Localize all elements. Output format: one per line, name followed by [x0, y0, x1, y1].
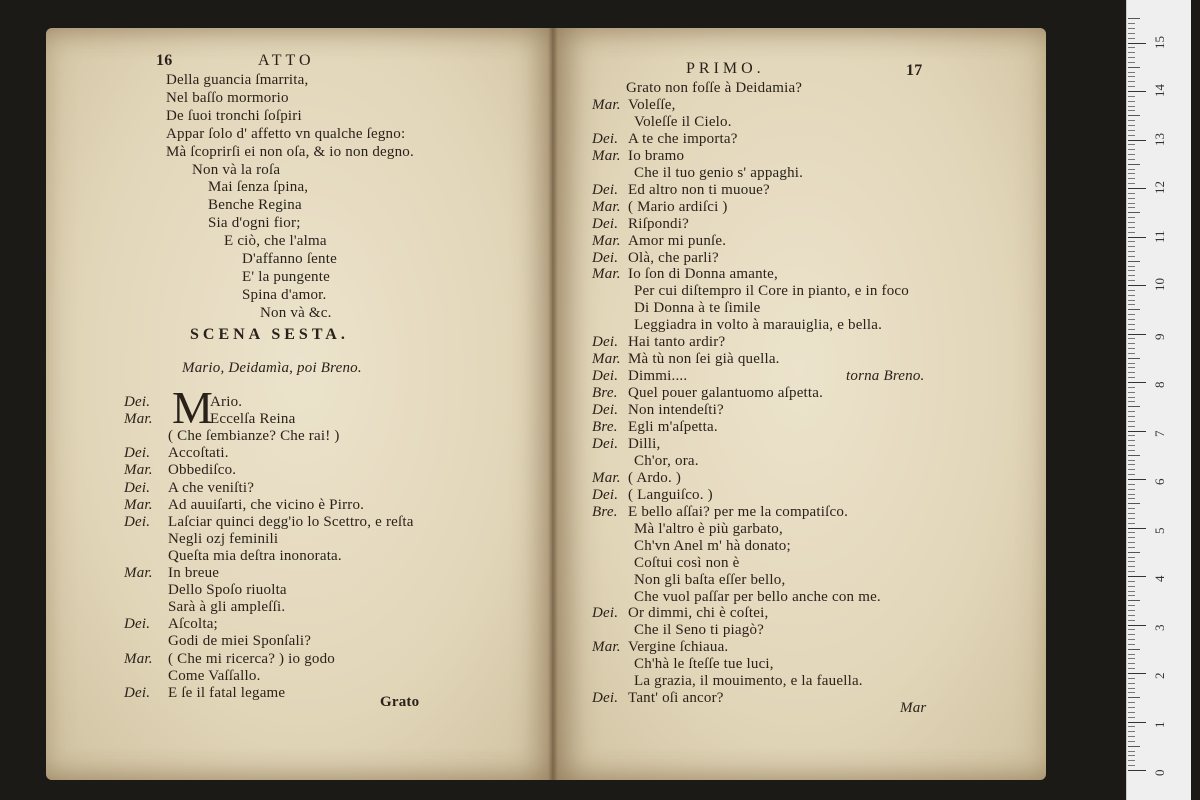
- verse-line: Sia d'ogni fior;: [208, 215, 301, 232]
- ruler-tick: [1128, 426, 1135, 427]
- ruler-tick: [1128, 329, 1135, 330]
- ruler-tick: [1128, 227, 1135, 228]
- verse-line: D'affanno ſente: [242, 251, 337, 267]
- ruler-tick: [1128, 658, 1135, 659]
- ruler-tick: [1128, 38, 1135, 39]
- ruler-tick: [1128, 125, 1135, 126]
- ruler-tick: [1128, 591, 1135, 592]
- speaker-label: Dei.: [124, 479, 151, 496]
- ruler-tick: [1128, 731, 1135, 732]
- measuring-ruler: [1126, 0, 1191, 800]
- speaker-label: Mar.: [592, 96, 621, 113]
- ruler-tick: [1128, 212, 1140, 213]
- ruler-tick: [1128, 91, 1146, 92]
- dialogue-line: Obbediſco.: [168, 462, 237, 479]
- ruler-tick: [1128, 416, 1135, 417]
- ruler-tick: [1128, 518, 1135, 519]
- dialogue-line: Aſcolta;: [168, 616, 218, 633]
- ruler-tick: [1128, 18, 1140, 19]
- ruler-tick: [1128, 586, 1135, 587]
- dialogue-line: E bello aſſai? per me la compatiſco.: [628, 503, 849, 520]
- ruler-tick: [1128, 188, 1146, 189]
- ruler-tick: [1128, 300, 1135, 301]
- ruler-number: 2: [1152, 672, 1167, 679]
- ruler-tick: [1128, 164, 1140, 165]
- ruler-tick: [1128, 474, 1135, 475]
- stage-direction: torna Breno.: [846, 368, 925, 384]
- speaker-label: Dei.: [592, 486, 619, 503]
- ruler-tick: [1128, 503, 1140, 504]
- ruler-tick: [1128, 178, 1135, 179]
- ruler-tick: [1128, 736, 1135, 737]
- speaker-label: Mar.: [592, 469, 621, 486]
- ruler-tick: [1128, 363, 1135, 364]
- speaker-label: Bre.: [592, 385, 618, 402]
- ruler-tick: [1128, 435, 1135, 436]
- ruler-tick: [1128, 343, 1135, 344]
- ruler-number: 13: [1152, 132, 1167, 146]
- dialogue-line: E ſe il fatal legame: [168, 684, 286, 701]
- ruler-tick: [1128, 702, 1135, 703]
- ruler-tick: [1128, 484, 1135, 485]
- ruler-tick: [1128, 542, 1135, 543]
- ruler-tick: [1128, 765, 1135, 766]
- ruler-tick: [1128, 304, 1135, 305]
- dialogue-line: Dilli,: [628, 435, 661, 452]
- speaker-label: Dei.: [124, 684, 151, 701]
- ruler-tick: [1128, 688, 1135, 689]
- running-head: PRIMO.: [686, 60, 765, 77]
- ruler-tick: [1128, 314, 1135, 315]
- ruler-tick: [1128, 668, 1135, 669]
- ruler-tick: [1128, 169, 1135, 170]
- speaker-label: Dei.: [124, 616, 151, 633]
- dialogue-line: Mà l'altro è più garbato,: [634, 520, 783, 537]
- dialogue-line: Sarà à gli ampleſſi.: [168, 599, 286, 616]
- ruler-tick: [1128, 144, 1135, 145]
- ruler-tick: [1128, 101, 1135, 102]
- ruler-tick: [1128, 275, 1135, 276]
- dialogue-line: Ad auuiſarti, che vicino è Pirro.: [168, 496, 365, 513]
- verse-line: Non và la roſa: [192, 161, 281, 178]
- dialogue-line: ( Che mi ricerca? ) io godo: [168, 650, 336, 667]
- dialogue-line: Ch'or, ora.: [634, 452, 699, 469]
- verse-line: E ciò, che l'alma: [224, 233, 327, 250]
- ruler-tick: [1128, 319, 1135, 320]
- dialogue-line: Non gli baſta eſſer bello,: [634, 571, 786, 588]
- speaker-label: Dei.: [592, 181, 619, 198]
- verse-line: Non và &c.: [260, 304, 332, 321]
- ruler-tick: [1128, 261, 1140, 262]
- ruler-tick: [1128, 692, 1135, 693]
- ruler-tick: [1128, 159, 1135, 160]
- speaker-label: Mar.: [124, 496, 153, 513]
- ruler-tick: [1128, 615, 1135, 616]
- ruler-number: 7: [1152, 430, 1167, 437]
- ruler-tick: [1128, 183, 1135, 184]
- ruler-tick: [1128, 251, 1135, 252]
- dialogue-line: Vergine ſchiaua.: [628, 639, 729, 656]
- ruler-tick: [1128, 207, 1135, 208]
- dialogue-line: Che vuol paſſar per bello anche con me.: [634, 588, 881, 605]
- speaker-label: Mar.: [592, 232, 621, 249]
- ruler-tick: [1128, 72, 1135, 73]
- dialogue-line: Hai tanto ardir?: [628, 334, 726, 351]
- dialogue-line: Egli m'aſpetta.: [628, 419, 718, 435]
- verse-line: Benche Regina: [208, 197, 302, 214]
- speaker-label: Mar.: [592, 198, 621, 215]
- ruler-tick: [1128, 770, 1146, 771]
- dialogue-line: Coſtui così non è: [634, 554, 740, 571]
- ruler-tick: [1128, 154, 1135, 155]
- dialogue-line: Voleſſe,: [628, 96, 676, 113]
- ruler-tick: [1128, 571, 1135, 572]
- ruler-tick: [1128, 217, 1135, 218]
- book-gutter: [548, 28, 558, 780]
- ruler-tick: [1128, 115, 1140, 116]
- dialogue-line: Voleſſe il Cielo.: [634, 113, 732, 130]
- ruler-tick: [1128, 96, 1135, 97]
- dialogue-line: ( Che ſembianze? Che rai! ): [168, 428, 340, 445]
- ruler-tick: [1128, 605, 1135, 606]
- verse-line: Nel baſſo mormorio: [166, 89, 289, 106]
- ruler-tick: [1128, 489, 1135, 490]
- verse-line: E' la pungente: [242, 268, 330, 285]
- ruler-tick: [1128, 649, 1140, 650]
- ruler-tick: [1128, 576, 1146, 577]
- dialogue-line: Negli ozj feminili: [168, 530, 279, 547]
- dialogue-line: Ario.: [210, 394, 243, 410]
- dialogue-line: Che il Seno ti piagò?: [634, 622, 765, 639]
- ruler-tick: [1128, 673, 1146, 674]
- page-number: 16: [156, 52, 173, 69]
- scene-title: SCENA SESTA.: [190, 326, 349, 343]
- speaker-label: Dei.: [124, 513, 151, 530]
- dialogue-line: Eccelſa Reina: [210, 411, 296, 428]
- ruler-tick: [1128, 406, 1140, 407]
- speaker-label: Dei.: [592, 605, 619, 622]
- ruler-tick: [1128, 547, 1135, 548]
- dialogue-line: Grato non foſſe à Deidamia?: [626, 80, 803, 96]
- verse-line: Appar ſolo d' affetto vn qualche ſegno:: [166, 125, 406, 142]
- dialogue-line: Queſta mia deſtra inonorata.: [168, 547, 342, 564]
- ruler-number: 6: [1152, 478, 1167, 485]
- ruler-tick: [1128, 625, 1146, 626]
- speaker-label: Mar.: [592, 351, 621, 368]
- dialogue-line: Tant' oſi ancor?: [628, 690, 724, 707]
- ruler-tick: [1128, 620, 1135, 621]
- verse-line: Della guancia ſmarrita,: [166, 72, 309, 88]
- speaker-label: Dei.: [592, 334, 619, 351]
- ruler-tick: [1128, 290, 1135, 291]
- ruler-tick: [1128, 431, 1146, 432]
- speaker-label: Mar.: [124, 411, 153, 428]
- ruler-tick: [1128, 445, 1135, 446]
- speaker-label: Mar.: [124, 565, 153, 581]
- ruler-tick: [1128, 193, 1135, 194]
- dialogue-line: Ed altro non ti muoue?: [628, 181, 770, 198]
- ruler-tick: [1128, 610, 1135, 611]
- ruler-tick: [1128, 295, 1135, 296]
- ruler-tick: [1128, 528, 1146, 529]
- speaker-label: Dei.: [592, 402, 619, 419]
- ruler-tick: [1128, 285, 1146, 286]
- ruler-tick: [1128, 450, 1135, 451]
- ruler-tick: [1128, 557, 1135, 558]
- speaker-label: Mar.: [592, 147, 621, 164]
- ruler-tick: [1128, 644, 1135, 645]
- speaker-label: Dei.: [592, 368, 619, 385]
- ruler-tick: [1128, 707, 1135, 708]
- dialogue-line: A te che importa?: [628, 130, 738, 147]
- dialogue-line: Di Donna à te ſimile: [634, 300, 761, 317]
- ruler-tick: [1128, 241, 1135, 242]
- ruler-tick: [1128, 28, 1135, 29]
- speaker-label: Mar.: [592, 266, 621, 283]
- ruler-tick: [1128, 358, 1140, 359]
- ruler-tick: [1128, 23, 1135, 24]
- ruler-tick: [1128, 334, 1146, 335]
- ruler-tick: [1128, 464, 1135, 465]
- ruler-tick: [1128, 382, 1146, 383]
- page-number: 17: [906, 62, 923, 79]
- ruler-tick: [1128, 634, 1135, 635]
- ruler-number: 12: [1152, 181, 1167, 194]
- dialogue-line: ( Ardo. ): [628, 469, 682, 486]
- ruler-tick: [1128, 629, 1135, 630]
- speaker-label: Dei.: [592, 215, 619, 232]
- ruler-tick: [1128, 57, 1135, 58]
- ruler-tick: [1128, 67, 1140, 68]
- speaker-label: Mar.: [592, 639, 621, 656]
- ruler-tick: [1128, 460, 1135, 461]
- dialogue-line: ( Languiſco. ): [628, 486, 713, 503]
- ruler-tick: [1128, 232, 1135, 233]
- ruler-tick: [1128, 367, 1135, 368]
- ruler-tick: [1128, 348, 1135, 349]
- ruler-tick: [1128, 198, 1135, 199]
- speaker-label: Dei.: [592, 249, 619, 266]
- dialogue-line: Mà tù non ſei già quella.: [628, 351, 780, 368]
- verse-line: Spina d'amor.: [242, 286, 327, 303]
- ruler-tick: [1128, 377, 1135, 378]
- ruler-number: 1: [1152, 721, 1167, 728]
- ruler-tick: [1128, 280, 1135, 281]
- ruler-tick: [1128, 498, 1135, 499]
- ruler-tick: [1128, 47, 1135, 48]
- ruler-tick: [1128, 678, 1135, 679]
- ruler-tick: [1128, 508, 1135, 509]
- speaker-label: Dei.: [592, 130, 619, 147]
- ruler-tick: [1128, 397, 1135, 398]
- ruler-tick: [1128, 469, 1135, 470]
- ruler-tick: [1128, 600, 1140, 601]
- ruler-tick: [1128, 639, 1135, 640]
- ruler-number: 10: [1152, 278, 1167, 291]
- ruler-number: 14: [1152, 84, 1167, 97]
- speaker-label: Bre.: [592, 419, 618, 435]
- ruler-tick: [1128, 697, 1140, 698]
- dialogue-line: Come Vaſſallo.: [168, 667, 261, 684]
- ruler-tick: [1128, 746, 1140, 747]
- dialogue-line: Amor mi punſe.: [628, 232, 727, 249]
- ruler-tick: [1128, 222, 1135, 223]
- ruler-tick: [1128, 62, 1135, 63]
- ruler-tick: [1128, 81, 1135, 82]
- dialogue-line: In breue: [168, 565, 220, 581]
- ruler-tick: [1128, 372, 1135, 373]
- ruler-tick: [1128, 120, 1135, 121]
- ruler-number: 8: [1152, 381, 1167, 388]
- ruler-tick: [1128, 256, 1135, 257]
- dialogue-line: Che il tuo genio s' appaghi.: [634, 164, 804, 181]
- ruler-tick: [1128, 722, 1146, 723]
- ruler-tick: [1128, 532, 1135, 533]
- drop-cap: M: [172, 382, 213, 433]
- ruler-tick: [1128, 401, 1135, 402]
- ruler-tick: [1128, 663, 1135, 664]
- right-page: [552, 28, 1046, 780]
- ruler-number: 3: [1152, 624, 1167, 631]
- dialogue-line: Dimmi....: [628, 368, 688, 385]
- dialogue-line: Ch'vn Anel m' hà donato;: [634, 537, 791, 554]
- dialogue-line: Olà, che parli?: [628, 249, 719, 266]
- ruler-tick: [1128, 324, 1135, 325]
- ruler-tick: [1128, 513, 1135, 514]
- dialogue-line: Per cui diſtempro il Core in pianto, e in foco: [634, 283, 909, 300]
- ruler-number: 5: [1152, 527, 1167, 534]
- scene-persons: Mario, Deidamìa, poi Breno.: [182, 360, 362, 376]
- speaker-label: Dei.: [592, 435, 619, 452]
- speaker-label: Dei.: [592, 690, 619, 707]
- ruler-tick: [1128, 741, 1135, 742]
- ruler-number: 4: [1152, 575, 1167, 582]
- ruler-tick: [1128, 76, 1135, 77]
- ruler-tick: [1128, 552, 1140, 553]
- ruler-tick: [1128, 411, 1135, 412]
- ruler-tick: [1128, 566, 1135, 567]
- ruler-tick: [1128, 130, 1135, 131]
- speaker-label: Mar.: [124, 462, 153, 479]
- ruler-tick: [1128, 595, 1135, 596]
- ruler-tick: [1128, 755, 1135, 756]
- ruler-tick: [1128, 270, 1135, 271]
- dialogue-line: Riſpondi?: [628, 215, 689, 232]
- dialogue-line: Godi de miei Sponſali?: [168, 633, 312, 650]
- ruler-tick: [1128, 523, 1135, 524]
- ruler-tick: [1128, 654, 1135, 655]
- speaker-label: Dei.: [124, 445, 151, 462]
- ruler-tick: [1128, 387, 1135, 388]
- ruler-tick: [1128, 266, 1135, 267]
- dialogue-line: Laſciar quinci degg'io lo Scettro, e reſta: [168, 513, 414, 530]
- ruler-tick: [1128, 421, 1135, 422]
- ruler-tick: [1128, 237, 1146, 238]
- ruler-tick: [1128, 392, 1135, 393]
- dialogue-line: Io ſon di Donna amante,: [628, 266, 778, 283]
- ruler-tick: [1128, 581, 1135, 582]
- ruler-tick: [1128, 712, 1135, 713]
- ruler-tick: [1128, 86, 1135, 87]
- ruler-tick: [1128, 751, 1135, 752]
- ruler-tick: [1128, 726, 1135, 727]
- ruler-tick: [1128, 43, 1146, 44]
- dialogue-line: ( Mario ardiſci ): [628, 198, 728, 215]
- speaker-label: Mar.: [124, 650, 153, 667]
- ruler-tick: [1128, 173, 1135, 174]
- ruler-tick: [1128, 338, 1135, 339]
- ruler-number: 15: [1152, 35, 1167, 49]
- ruler-tick: [1128, 203, 1135, 204]
- ruler-number: 9: [1152, 333, 1167, 340]
- dialogue-line: A che veniſti?: [168, 479, 255, 496]
- verse-line: Mai ſenza ſpina,: [208, 179, 309, 196]
- ruler-tick: [1128, 353, 1135, 354]
- ruler-tick: [1128, 135, 1135, 136]
- catchword: Mar: [900, 700, 927, 716]
- dialogue-line: Leggiadra in volto à marauiglia, e bella.: [634, 317, 883, 334]
- ruler-tick: [1128, 537, 1135, 538]
- ruler-tick: [1128, 479, 1146, 480]
- dialogue-line: Io bramo: [628, 147, 685, 164]
- ruler-tick: [1128, 683, 1135, 684]
- ruler-tick: [1128, 52, 1135, 53]
- ruler-tick: [1128, 149, 1135, 150]
- dialogue-line: Or dimmi, chi è coſtei,: [628, 605, 769, 622]
- ruler-number: 11: [1152, 229, 1167, 243]
- ruler-tick: [1128, 33, 1135, 34]
- verse-line: De ſuoi tronchi ſoſpiri: [166, 107, 302, 124]
- ruler-tick: [1128, 110, 1135, 111]
- ruler-tick: [1128, 455, 1140, 456]
- ruler-number: 0: [1152, 769, 1167, 776]
- verse-line: Mà ſcoprirſi ei non oſa, & io non degno.: [166, 143, 414, 160]
- dialogue-line: Accoſtati.: [168, 445, 229, 462]
- catchword: Grato: [380, 694, 420, 710]
- ruler-tick: [1128, 494, 1135, 495]
- ruler-tick: [1128, 561, 1135, 562]
- ruler-tick: [1128, 246, 1135, 247]
- ruler-tick: [1128, 309, 1140, 310]
- ruler-tick: [1128, 440, 1135, 441]
- dialogue-line: Quel pouer galantuomo aſpetta.: [628, 385, 824, 402]
- running-head: ATTO: [258, 52, 315, 69]
- ruler-tick: [1128, 106, 1135, 107]
- ruler-tick: [1128, 717, 1135, 718]
- speaker-label: Bre.: [592, 503, 618, 520]
- ruler-tick: [1128, 760, 1135, 761]
- dialogue-line: La grazia, il mouimento, e la fauella.: [634, 673, 863, 690]
- dialogue-line: Dello Spoſo riuolta: [168, 582, 287, 599]
- speaker-label: Dei.: [124, 394, 151, 410]
- ruler-tick: [1128, 140, 1146, 141]
- dialogue-line: Non intendeſti?: [628, 402, 724, 419]
- dialogue-line: Ch'hà le ſteſſe tue luci,: [634, 656, 774, 673]
